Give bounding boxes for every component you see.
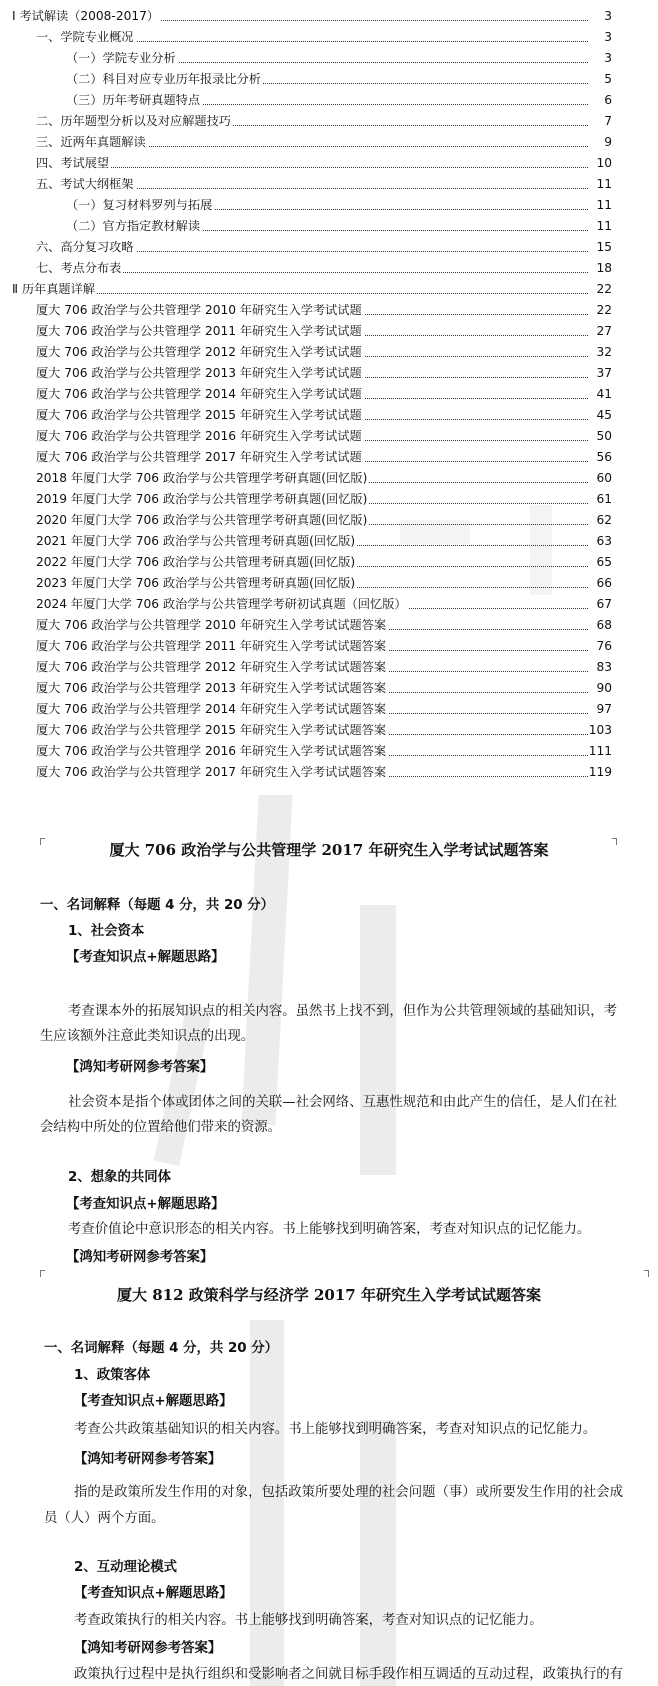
toc-page-number: 66	[596, 576, 612, 590]
toc-page-number: 83	[596, 660, 612, 674]
toc-page-number: 11	[596, 219, 612, 233]
toc-entry-title: 七、考点分布表	[36, 258, 123, 279]
toc-entry-title: 厦大 706 政治学与公共管理学 2013 年研究生入学考试试题	[36, 363, 364, 384]
paragraph: 考查课本外的拓展知识点的相关内容。虽然书上找不到，但作为公共管理领域的基础知识，考	[68, 1004, 618, 1019]
toc-entry[interactable]	[0, 216, 658, 237]
toc-page-number: 65	[596, 555, 612, 569]
watermark-shape	[250, 1320, 284, 1686]
toc-entry[interactable]	[0, 6, 658, 27]
toc-entry-title: 厦大 706 政治学与公共管理学 2010 年研究生入学考试试题	[36, 300, 364, 321]
tag-label: 【考查知识点+解题思路】	[74, 1586, 233, 1601]
toc-entry-title: 二、历年题型分析以及对应解题技巧	[36, 111, 233, 132]
toc-entry[interactable]	[0, 762, 658, 783]
toc-entry[interactable]	[0, 447, 658, 468]
toc-entry-title: （一）学院专业分析	[66, 48, 178, 69]
toc-entry[interactable]	[0, 321, 658, 342]
toc-page-number: 119	[588, 765, 612, 779]
toc-entry-title: （二）官方指定教材解读	[66, 216, 202, 237]
toc-page-number: 7	[604, 114, 612, 128]
toc-page-number: 61	[596, 492, 612, 506]
toc-entry-title: 厦大 706 政治学与公共管理学 2016 年研究生入学考试试题答案	[36, 741, 388, 762]
toc-entry-title: 三、近两年真题解读	[36, 132, 148, 153]
tag-label: 【考查知识点+解题思路】	[66, 1197, 225, 1212]
page-title: 厦大 706 政治学与公共管理学 2017 年研究生入学考试试题答案	[109, 841, 549, 859]
toc-entry-title: 2024 年厦门大学 706 政治学与公共管理学考研初试真题（回忆版）	[36, 594, 409, 615]
tag-label: 【鸿知考研网参考答案】	[66, 1250, 214, 1265]
toc-entry[interactable]	[0, 279, 658, 300]
toc-entry[interactable]	[0, 342, 658, 363]
toc-page-number: 10	[596, 156, 612, 170]
toc-page-number: 3	[604, 51, 612, 65]
paragraph: 指的是政策所发生作用的对象，包括政策所要处理的社会问题（事）或所要发生作用的社会成	[74, 1485, 624, 1500]
toc-page-number: 22	[596, 303, 612, 317]
tag-label: 【鸿知考研网参考答案】	[74, 1641, 222, 1656]
toc-entry[interactable]	[0, 657, 658, 678]
toc-entry[interactable]	[0, 258, 658, 279]
toc-entry-title: 厦大 706 政治学与公共管理学 2013 年研究生入学考试试题答案	[36, 678, 388, 699]
toc-entry-title: Ⅱ 历年真题详解	[12, 279, 97, 300]
toc-page-number: 76	[596, 639, 612, 653]
toc-entry-title: 四、考试展望	[36, 153, 111, 174]
toc-entry[interactable]	[0, 195, 658, 216]
watermark-shape	[360, 905, 396, 1175]
toc-entry-title: 2018 年厦门大学 706 政治学与公共管理学考研真题(回忆版)	[36, 468, 369, 489]
toc-entry[interactable]	[0, 720, 658, 741]
paragraph: 考查公共政策基础知识的相关内容。书上能够找到明确答案，考查对知识点的记忆能力。	[74, 1422, 597, 1437]
toc-leader	[36, 153, 588, 168]
toc-entry-title: 厦大 706 政治学与公共管理学 2017 年研究生入学考试试题答案	[36, 762, 388, 783]
toc-entry[interactable]	[0, 384, 658, 405]
toc-page-number: 11	[596, 198, 612, 212]
paragraph: 考查政策执行的相关内容。书上能够找到明确答案，考查对知识点的记忆能力。	[74, 1613, 543, 1628]
toc-page-number: 62	[596, 513, 612, 527]
toc-page-number: 11	[596, 177, 612, 191]
toc-entry-title: 厦大 706 政治学与公共管理学 2015 年研究生入学考试试题	[36, 405, 364, 426]
toc-page-number: 27	[596, 324, 612, 338]
toc-page-number: 50	[596, 429, 612, 443]
paragraph: 社会资本是指个体或团体之间的关联—社会网络、互惠性规范和由此产生的信任，是人们在社	[68, 1095, 618, 1110]
toc-entry-title: 2020 年厦门大学 706 政治学与公共管理学考研真题(回忆版)	[36, 510, 369, 531]
section-heading: 一、名词解释（每题 4 分，共 20 分）	[40, 898, 275, 913]
toc-entry[interactable]	[0, 573, 658, 594]
toc-page-number: 67	[596, 597, 612, 611]
toc-page-number: 41	[596, 387, 612, 401]
tag-label: 【鸿知考研网参考答案】	[66, 1060, 214, 1075]
toc-entry[interactable]	[0, 405, 658, 426]
toc-page-number: 15	[596, 240, 612, 254]
toc-page-number: 111	[588, 744, 612, 758]
paragraph: 员（人）两个方面。	[44, 1511, 165, 1526]
watermark-shape	[360, 1420, 396, 1686]
toc-page-number: 6	[604, 93, 612, 107]
page-corner-mark	[644, 1270, 649, 1277]
tag-label: 【鸿知考研网参考答案】	[74, 1452, 222, 1467]
toc-entry[interactable]	[0, 27, 658, 48]
toc-entry[interactable]	[0, 678, 658, 699]
toc-entry-title: 厦大 706 政治学与公共管理学 2010 年研究生入学考试试题答案	[36, 615, 388, 636]
toc-page-number: 9	[604, 135, 612, 149]
toc-entry[interactable]	[0, 615, 658, 636]
term-heading: 2、想象的共同体	[68, 1170, 172, 1185]
toc-entry-title: 厦大 706 政治学与公共管理学 2011 年研究生入学考试试题答案	[36, 636, 388, 657]
toc-page-number: 3	[604, 30, 612, 44]
toc-page-number: 5	[604, 72, 612, 86]
toc-entry-title: （三）历年考研真题特点	[66, 90, 202, 111]
toc-page-number: 45	[596, 408, 612, 422]
toc-entry-title: 2023 年厦门大学 706 政治学与公共管理考研真题(回忆版)	[36, 573, 357, 594]
toc-entry[interactable]	[0, 300, 658, 321]
page-corner-mark	[40, 1270, 45, 1277]
term-heading: 1、政策客体	[74, 1368, 151, 1383]
toc-entry-title: 六、高分复习攻略	[36, 237, 136, 258]
toc-page-number: 37	[596, 366, 612, 380]
term-heading: 2、互动理论模式	[74, 1560, 178, 1575]
page-title: 厦大 812 政策科学与经济学 2017 年研究生入学考试试题答案	[117, 1286, 541, 1304]
toc-entry[interactable]	[0, 531, 658, 552]
toc-entry[interactable]	[0, 636, 658, 657]
toc-entry[interactable]	[0, 741, 658, 762]
toc-entry-title: 厦大 706 政治学与公共管理学 2012 年研究生入学考试试题答案	[36, 657, 388, 678]
toc-entry[interactable]	[0, 132, 658, 153]
paragraph: 会结构中所处的位置给他们带来的资源。	[40, 1120, 282, 1135]
toc-entry-title: 厦大 706 政治学与公共管理学 2011 年研究生入学考试试题	[36, 321, 364, 342]
toc-entry[interactable]	[0, 468, 658, 489]
toc-entry[interactable]	[0, 174, 658, 195]
toc-entry-title: 2019 年厦门大学 706 政治学与公共管理学考研真题(回忆版)	[36, 489, 369, 510]
toc-page-number: 18	[596, 261, 612, 275]
toc-entry-title: 五、考试大纲框架	[36, 174, 136, 195]
toc-entry-title: 2022 年厦门大学 706 政治学与公共管理考研真题(回忆版)	[36, 552, 357, 573]
toc-page-number: 56	[596, 450, 612, 464]
toc-entry[interactable]	[0, 699, 658, 720]
toc-page-number: 97	[596, 702, 612, 716]
toc-entry[interactable]	[0, 111, 658, 132]
toc-entry-title: 一、学院专业概况	[36, 27, 136, 48]
toc-entry[interactable]	[0, 153, 658, 174]
toc-entry-title: 厦大 706 政治学与公共管理学 2014 年研究生入学考试试题答案	[36, 699, 388, 720]
toc-entry-title: （二）科目对应专业历年报录比分析	[66, 69, 263, 90]
toc-page-number: 90	[596, 681, 612, 695]
toc-page-number: 60	[596, 471, 612, 485]
toc-entry[interactable]	[0, 552, 658, 573]
toc-entry-title: 厦大 706 政治学与公共管理学 2012 年研究生入学考试试题	[36, 342, 364, 363]
toc-page-number: 3	[604, 9, 612, 23]
toc-entry[interactable]	[0, 594, 658, 615]
toc-entry-title: （一）复习材料罗列与拓展	[66, 195, 214, 216]
toc-page-number: 63	[596, 534, 612, 548]
tag-label: 【考查知识点+解题思路】	[74, 1394, 233, 1409]
toc-entry-title: 厦大 706 政治学与公共管理学 2015 年研究生入学考试试题答案	[36, 720, 388, 741]
toc-page-number: 103	[588, 723, 612, 737]
toc-entry[interactable]	[0, 489, 658, 510]
toc-entry[interactable]	[0, 90, 658, 111]
section-heading: 一、名词解释（每题 4 分，共 20 分）	[44, 1341, 279, 1356]
toc-entry-title: 厦大 706 政治学与公共管理学 2014 年研究生入学考试试题	[36, 384, 364, 405]
term-heading: 1、社会资本	[68, 924, 145, 939]
toc-entry[interactable]	[0, 69, 658, 90]
paragraph: 考查价值论中意识形态的相关内容。书上能够找到明确答案，考查对知识点的记忆能力。	[68, 1222, 591, 1237]
toc-page-number: 22	[596, 282, 612, 296]
toc-entry[interactable]	[0, 363, 658, 384]
tag-label: 【考查知识点+解题思路】	[66, 950, 225, 965]
toc-entry-title: 2021 年厦门大学 706 政治学与公共管理考研真题(回忆版)	[36, 531, 357, 552]
toc-page-number: 32	[596, 345, 612, 359]
toc-entry[interactable]	[0, 48, 658, 69]
table-of-contents	[0, 6, 658, 783]
toc-entry-title: Ⅰ 考试解读（2008-2017）	[12, 6, 161, 27]
paragraph: 生应该额外注意此类知识点的出现。	[40, 1029, 255, 1044]
toc-page-number: 68	[596, 618, 612, 632]
toc-entry-title: 厦大 706 政治学与公共管理学 2016 年研究生入学考试试题	[36, 426, 364, 447]
toc-entry-title: 厦大 706 政治学与公共管理学 2017 年研究生入学考试试题	[36, 447, 364, 468]
paragraph: 政策执行过程中是执行组织和受影响者之间就目标手段作相互调适的互动过程，政策执行的有	[74, 1667, 624, 1682]
toc-entry[interactable]	[0, 237, 658, 258]
toc-entry[interactable]	[0, 510, 658, 531]
toc-leader	[12, 279, 588, 294]
toc-entry[interactable]	[0, 426, 658, 447]
